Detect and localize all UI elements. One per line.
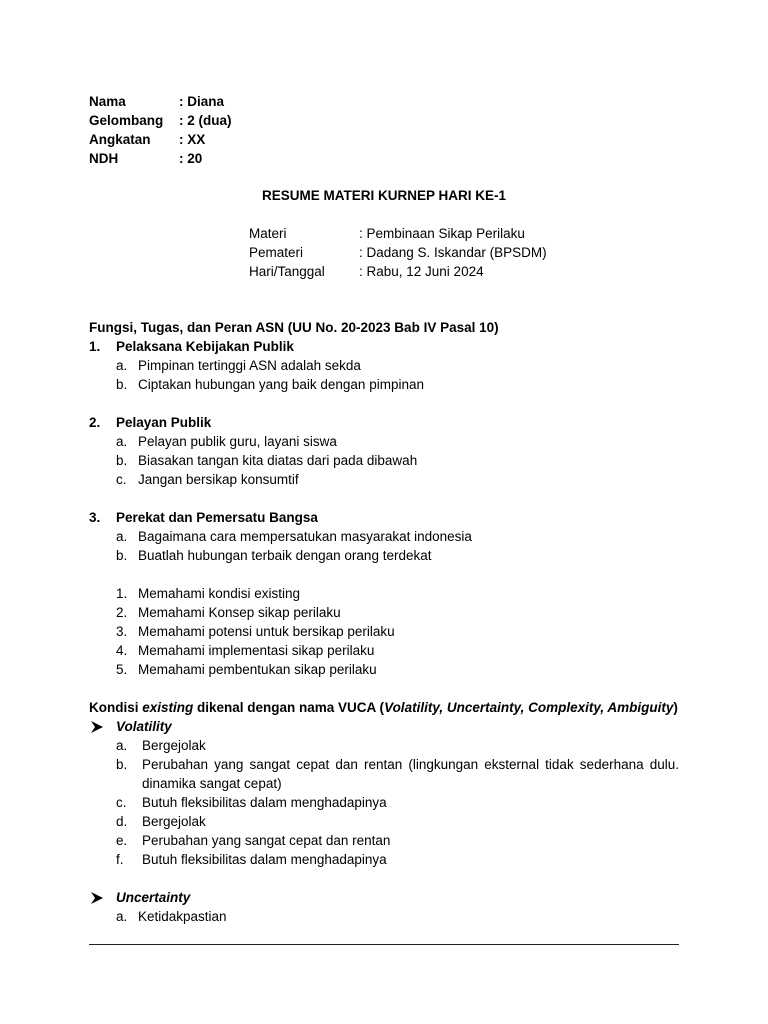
identity-label-gelombang: Gelombang	[89, 113, 164, 128]
list-item-title: Pelayan Publik	[116, 415, 212, 430]
list-item-number: 1.	[116, 586, 128, 601]
sub-item-letter: b.	[116, 377, 128, 392]
list-item-title: Pelaksana Kebijakan Publik	[116, 339, 294, 354]
arrow-bullet-icon	[90, 720, 104, 734]
vuca-heading-part: )	[673, 700, 678, 715]
identity-label-ndh: NDH	[89, 151, 119, 166]
sub-item-letter: a.	[116, 529, 128, 544]
sub-item-text: Bergejolak	[142, 738, 206, 753]
identity-value-nama: : Diana	[179, 94, 225, 109]
sub-item-letter: b.	[116, 453, 128, 468]
sub-item-letter: d.	[116, 814, 128, 829]
vuca-heading-existing: existing	[142, 700, 194, 715]
list-item-number: 4.	[116, 643, 128, 658]
identity-label-angkatan: Angkatan	[89, 132, 151, 147]
sub-item-letter: a.	[116, 434, 128, 449]
list-item-title: Perekat dan Pemersatu Bangsa	[116, 510, 318, 525]
document-title: RESUME MATERI KURNEP HARI KE-1	[261, 188, 507, 203]
sub-item-text: Pimpinan tertinggi ASN adalah sekda	[138, 358, 361, 373]
sub-item-letter: f.	[116, 852, 124, 867]
vuca-heading-part: dikenal dengan nama VUCA (	[193, 700, 385, 715]
sub-item-text: Ketidakpastian	[138, 909, 227, 924]
sub-item-text: Bagaimana cara mempersatukan masyarakat indonesia	[138, 529, 472, 544]
meta-value-materi: : Pembinaan Sikap Perilaku	[359, 226, 525, 241]
sub-item-letter: a.	[116, 738, 128, 753]
page-divider	[89, 944, 679, 945]
sub-item-text: Bergejolak	[142, 814, 206, 829]
sub-item-letter: a.	[116, 358, 128, 373]
list-item: Memahami pembentukan sikap perilaku	[138, 662, 377, 677]
meta-label-materi: Materi	[249, 226, 287, 241]
meta-value-pemateri: : Dadang S. Iskandar (BPSDM)	[359, 245, 547, 260]
identity-label-nama: Nama	[89, 94, 126, 109]
sub-item-text: Buatlah hubungan terbaik dengan orang terdekat	[138, 548, 432, 563]
sub-item-letter: c.	[116, 795, 127, 810]
sub-item-text: Ciptakan hubungan yang baik dengan pimpinan	[138, 377, 424, 392]
arrow-bullet-icon	[90, 891, 104, 905]
identity-value-angkatan: : XX	[179, 132, 206, 147]
list-item-number: 2.	[89, 415, 101, 430]
sub-item-text: Pelayan publik guru, layani siswa	[138, 434, 337, 449]
vuca-heading-terms: Volatility, Uncertainty, Complexity, Ambiguity	[384, 700, 674, 715]
list-item-number: 2.	[116, 605, 128, 620]
list-item: Memahami Konsep sikap perilaku	[138, 605, 341, 620]
list-item-number: 3.	[116, 624, 128, 639]
vuca-subheading-volatility: Volatility	[116, 719, 172, 734]
meta-label-tanggal: Hari/Tanggal	[249, 264, 325, 279]
section-heading-vuca	[89, 698, 678, 717]
identity-value-ndh: : 20	[179, 151, 203, 166]
sub-item-letter: c.	[116, 472, 127, 487]
sub-item-text: Biasakan tangan kita diatas dari pada dibawah	[138, 453, 418, 468]
vuca-heading-part: Kondisi	[89, 700, 143, 715]
sub-item-letter: b.	[116, 757, 128, 772]
sub-item-text: Butuh fleksibilitas dalam menghadapinya	[142, 795, 387, 810]
meta-value-tanggal: : Rabu, 12 Juni 2024	[359, 264, 484, 279]
sub-item-letter: e.	[116, 833, 128, 848]
sub-item-letter: a.	[116, 909, 128, 924]
list-item: Memahami implementasi sikap perilaku	[138, 643, 375, 658]
sub-item-text: Jangan bersikap konsumtif	[138, 472, 299, 487]
list-item-number: 3.	[89, 510, 101, 525]
list-item-number: 1.	[89, 339, 101, 354]
meta-label-pemateri: Pemateri	[249, 245, 304, 260]
vuca-subheading-uncertainty: Uncertainty	[116, 890, 191, 905]
sub-item-text: Perubahan yang sangat cepat dan rentan (lingkungan eksternal tidak sederhana dulu. dinamika sangat cepat)	[142, 757, 679, 791]
sub-item-text: Perubahan yang sangat cepat dan rentan	[142, 833, 391, 848]
list-item: Memahami kondisi existing	[138, 586, 301, 601]
sub-item-letter: b.	[116, 548, 128, 563]
section-heading-asn: Fungsi, Tugas, dan Peran ASN (UU No. 20-2023 Bab IV Pasal 10)	[89, 320, 499, 335]
list-item: Memahami potensi untuk bersikap perilaku	[138, 624, 395, 639]
identity-value-gelombang: : 2 (dua)	[179, 113, 232, 128]
list-item-number: 5.	[116, 662, 128, 677]
sub-item-text: Butuh fleksibilitas dalam menghadapinya	[142, 852, 387, 867]
